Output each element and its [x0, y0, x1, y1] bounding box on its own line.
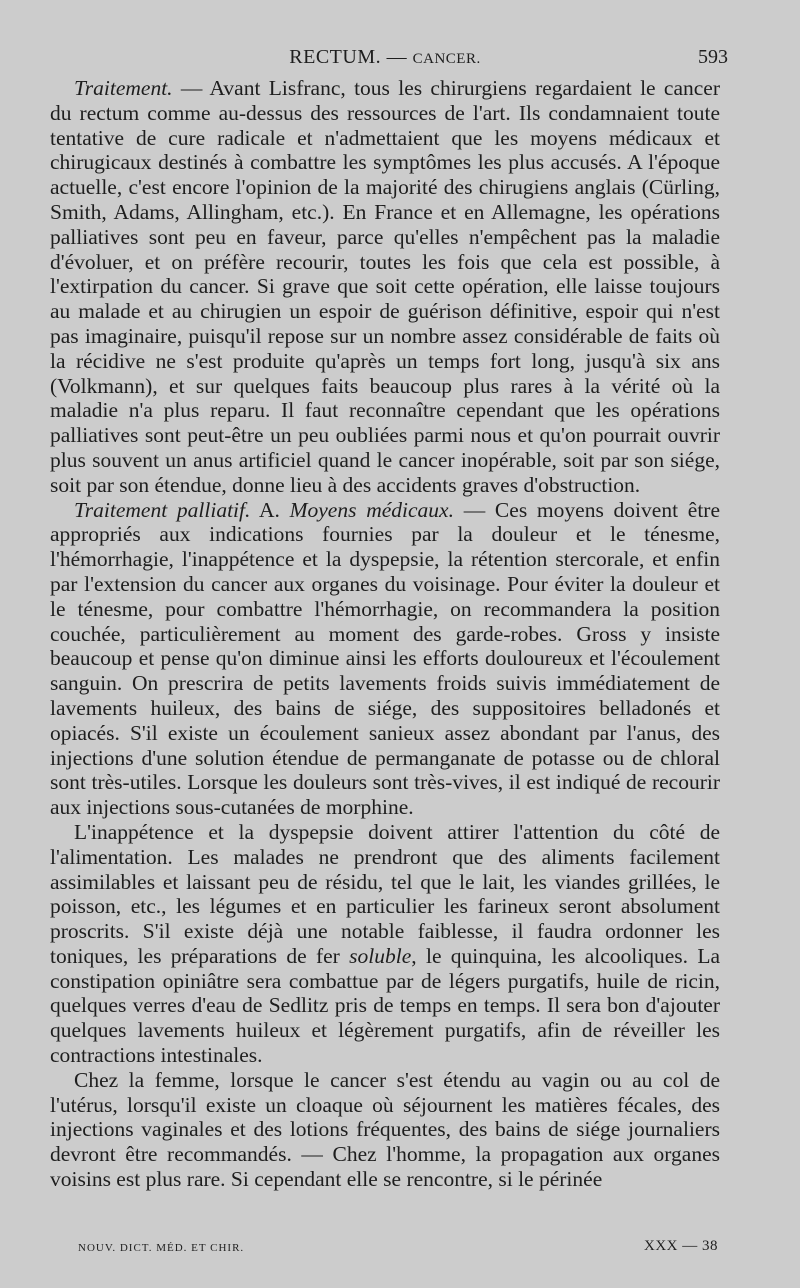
page-number: 593	[698, 46, 728, 68]
italic-soluble: soluble	[349, 943, 412, 968]
running-title	[50, 46, 720, 69]
footer-signature-mark: XXX — 38	[644, 1238, 718, 1254]
paragraph-traitement-palliatif-text: — Ces moyens doivent être appropriés aux indications fournies par la douleur et le ténesme, l'hémorrhagie, l'inappétence et la dyspepsie, la rétention stercorale, et enfin par l'extension du cancer aux organes du voisinage. Pour éviter la douleur et le ténesme, pour combattre l'hémorrhagie, on recommandera la position couchée, particulièrement au moment des garde-robes. Gross y insiste beaucoup et pense qu'on diminue ainsi les efforts douloureux et l'écoulement sanguin. On prescrira de petits lavements froids suivis immédiatement de lavements huileux, des bains de siége, des suppositoires belladonés et opiacés. S'il existe un écoulement sanieux assez abondant par l'anus, des injections d'une solution étendue de permanganate de potasse ou de chloral sont très-utiles. Lorsque les douleurs sont très-vives, il est indiqué de recourir aux injections sous-cutanées de morphine.	[50, 497, 721, 820]
body-text	[50, 76, 720, 1192]
section-heading-traitement: Traitement.	[74, 76, 173, 100]
paragraph-traitement-palliatif	[50, 498, 720, 820]
footer-signature-title: NOUV. DICT. MÉD. ET CHIR.	[78, 1242, 245, 1254]
running-title-main: RECTUM.	[289, 46, 382, 68]
paragraph-traitement-text: — Avant Lisfranc, tous les chirurgiens regardaient le cancer du rectum comme au-dessus des ressources de l'art. Ils condamnaient toute tentative de cure radicale et n'admettaient que les moyens médicaux et chirugicaux destinés à combattre les symptômes les plus accusés. A l'époque actuelle, c'est encore l'opinion de la majorité des chirugiens anglais (Cürling, Smith, Adams, Allingham, etc.). En France et en Allemagne, les opérations palliatives sont peu en faveur, parce qu'elles n'empêchent pas la maladie d'évoluer, et on préfère recourir, toutes les fois que cela est possible, à l'extirpation du cancer. Si grave que soit cette opération, elle laisse toujours au malade et au chirugien un espoir de guérison définitive, espoir qui n'est pas imaginaire, puisqu'il repose sur un nombre assez considérable de faits où la récidive ne s'est produite qu'après un temps fort long, jusqu'à six ans (Volkmann), et sur quelques faits beaucoup plus rares à la vérité où la maladie n'a plus reparu. Il faut reconnaître cependant que les opérations palliatives sont peut-être un peu oubliées parmi nous et qu'on pourrait ouvrir plus souvent un anus artificiel quand le cancer inopérable, soit par son siége, soit par son étendue, donne lieu à des accidents graves d'obstruction.	[50, 76, 720, 497]
running-title-dash: —	[381, 46, 413, 68]
subsection-marker: A.	[250, 497, 290, 522]
subsection-heading-moyens-medicaux: Moyens médicaux.	[289, 497, 454, 522]
page-footer	[78, 1238, 718, 1258]
paragraph-traitement	[50, 76, 720, 498]
running-header	[50, 40, 728, 74]
paragraph-inappetence-text-before: L'inappétence et la dyspepsie doivent attirer l'attention du côté de l'alimentation. Les malades ne prendront que des aliments facilement assimilables et laissant peu de résidu, tel que le lait, les viandes grillées, le poisson, etc., les légumes et en particulier les farineux seront absolument proscrits. S'il existe déjà une notable faiblesse, il faudra ordonner les toniques, les préparations de fer	[50, 819, 720, 968]
paragraph-inappetence-text-after: , le quinquina, les alcooliques. La constipation opiniâtre sera combattue par de légers purgatifs, huile de ricin, quelques verres d'eau de Sedlitz pris de temps en temps. Il sera bon d'ajouter quelques lavements huileux et légèrement purgatifs, afin de réveiller les contractions intestinales.	[50, 943, 720, 1068]
paragraph-chez-la-femme-text: Chez la femme, lorsque le cancer s'est étendu au vagin ou au col de l'utérus, lorsqu'il existe un cloaque où séjournent les matières fécales, des injections vaginales et des lotions fréquentes, des bains de siége journaliers devront être recommandés. — Chez l'homme, la propagation aux organes voisins est plus rare. Si cependant elle se rencontre, si le périnée	[50, 1067, 720, 1192]
section-heading-traitement-palliatif: Traitement palliatif.	[74, 497, 251, 522]
running-title-sub: CANCER.	[412, 51, 481, 67]
paragraph-chez-la-femme	[50, 1068, 720, 1192]
paragraph-inappetence	[50, 820, 720, 1068]
